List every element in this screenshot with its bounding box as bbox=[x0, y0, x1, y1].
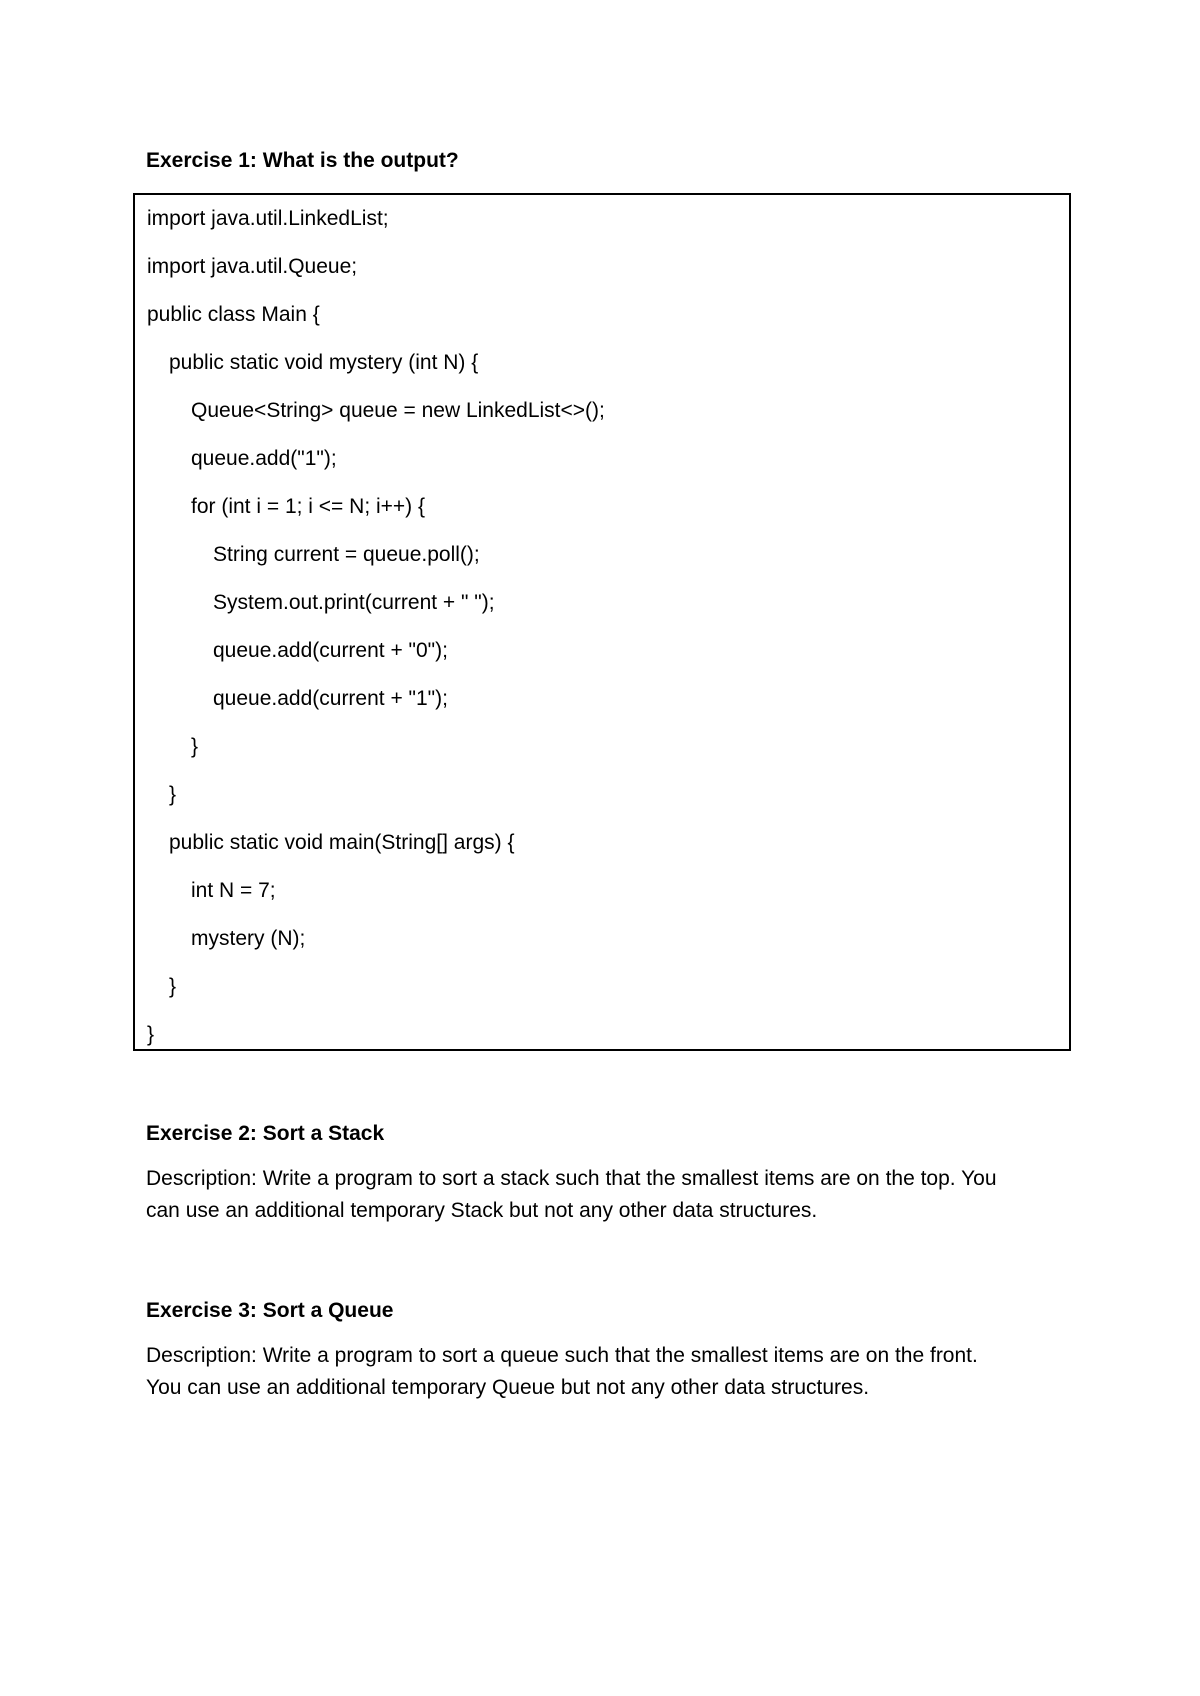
code-line: } bbox=[169, 975, 177, 998]
code-line: } bbox=[169, 783, 177, 806]
code-line: String current = queue.poll(); bbox=[213, 543, 480, 566]
code-listing-box bbox=[133, 193, 1071, 1051]
code-line: } bbox=[147, 1023, 155, 1046]
code-line: queue.add("1"); bbox=[191, 447, 337, 470]
description-line: Description: Write a program to sort a stack such that the smallest items are on the top. You bbox=[146, 1167, 997, 1190]
code-line: Queue<String> queue = new LinkedList<>(); bbox=[191, 399, 605, 422]
code-line: queue.add(current + "1"); bbox=[213, 687, 448, 710]
code-line: queue.add(current + "0"); bbox=[213, 639, 448, 662]
exercise-1-heading: Exercise 1: What is the output? bbox=[146, 149, 459, 172]
code-line: public class Main { bbox=[147, 303, 320, 326]
description-line: You can use an additional temporary Queue but not any other data structures. bbox=[146, 1376, 870, 1399]
exercise-3-description bbox=[146, 1340, 1076, 1404]
code-line: System.out.print(current + " "); bbox=[213, 591, 495, 614]
code-line: public static void mystery (int N) { bbox=[169, 351, 479, 374]
exercise-2-description bbox=[146, 1163, 1076, 1227]
description-line: Description: Write a program to sort a queue such that the smallest items are on the front. bbox=[146, 1344, 978, 1367]
code-line: for (int i = 1; i <= N; i++) { bbox=[191, 495, 426, 518]
code-line: } bbox=[191, 735, 199, 758]
description-line: can use an additional temporary Stack but not any other data structures. bbox=[146, 1199, 818, 1222]
code-line: mystery (N); bbox=[191, 927, 306, 950]
exercise-2-heading: Exercise 2: Sort a Stack bbox=[146, 1122, 385, 1145]
exercise-3-heading: Exercise 3: Sort a Queue bbox=[146, 1299, 394, 1322]
code-line: public static void main(String[] args) { bbox=[169, 831, 515, 854]
code-line: int N = 7; bbox=[191, 879, 276, 902]
code-line: import java.util.Queue; bbox=[147, 255, 358, 278]
code-line: import java.util.LinkedList; bbox=[147, 207, 389, 230]
